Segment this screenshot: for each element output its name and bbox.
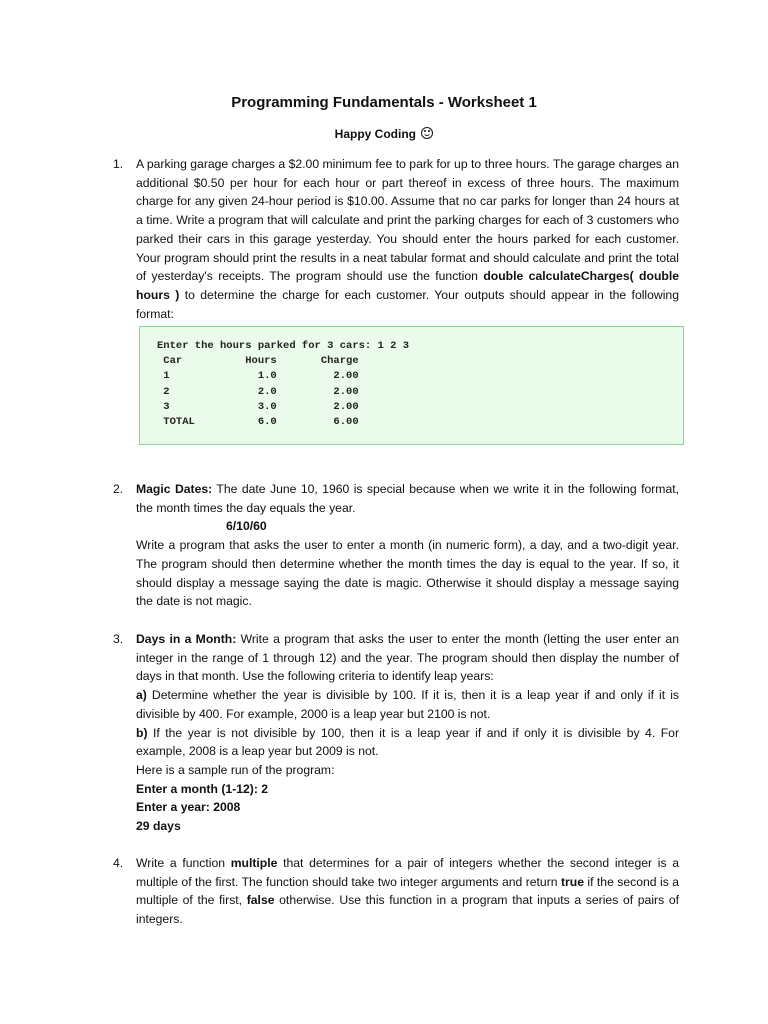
question-1: [113, 155, 679, 323]
question-text: that determines for a pair of integers whether the second integer is a multiple of the first. The function should take two integer arguments and return: [136, 856, 679, 889]
sample-output-code: Enter the hours parked for 3 cars: 1 2 3 Car Hours Charge 1 1.0 2.00 2 2.0 2.00 3 3.0 2.00 TOTAL 6.0 6.00: [157, 340, 410, 429]
question-body: [136, 854, 679, 929]
sample-output-box: [139, 326, 684, 445]
sample-run-line: 29 days: [136, 819, 181, 834]
sample-run-line: Enter a year: 2008: [136, 800, 241, 815]
subtitle-text: Happy Coding: [334, 127, 416, 141]
question-text: Write a function: [136, 856, 231, 870]
question-body: [136, 155, 679, 323]
magic-date-example: 6/10/60: [226, 519, 267, 534]
question-number: 1.: [113, 157, 124, 171]
keyword-multiple: multiple: [230, 856, 278, 870]
question-body: [136, 480, 679, 611]
question-text: to determine the charge for each customer. Your outputs should appear in the following format:: [136, 287, 679, 321]
question-text: Write a program that asks the user to enter a month (in numeric form), a day, and a two-digit year. The program should then determine whether the month times the day is equal to the year. If so, it should display a message saying the date is magic. Otherwise it should display a message saying the date is not magic.: [136, 538, 679, 609]
criteria-b-label: b): [136, 725, 148, 740]
smiley-icon: [421, 127, 433, 139]
page-title: Programming Fundamentals - Worksheet 1: [231, 94, 537, 111]
question-number: 3.: [113, 632, 124, 646]
question-text: Write a program that asks the user to enter the month (letting the user enter an integer in the range of 1 through 12) and the year. The program should then display the number of days in that month. Use the following criteria to identify leap years:: [136, 632, 679, 684]
criteria-a-text: Determine whether the year is divisible by 100. If it is, then it is a leap year if and only if it is divisible by 400. For example, 2000 is a leap year but 2100 is not.: [136, 688, 679, 721]
question-body: [136, 630, 679, 836]
question-2: [113, 480, 679, 611]
question-text: A parking garage charges a $2.00 minimum fee to park for up to three hours. The garage charges an additional $0.50 per hour for each hour or part thereof in excess of three hours. The maximum charge for any given 24-hour period is $10.00. Assume that no car parks for longer than 24 hours at a time. Write a program that will calculate and print the parking charges for each of 3 customers who parked their cars in this garage yesterday. You should enter the hours parked for each customer. Your program should print the results in a neat tabular format and should calculate and print the total of yesterday's receipts. The program should use the function: [136, 157, 679, 284]
question-number: 4.: [113, 856, 124, 870]
question-text: if the second is a multiple of the first,: [136, 874, 679, 908]
question-4: [113, 854, 679, 929]
page-subtitle: [0, 127, 768, 141]
question-text: The date June 10, 1960 is special because when we write it in the following format, the month times the day equals the year.: [136, 482, 679, 515]
keyword-false: false: [246, 893, 275, 908]
question-text: otherwise. Use this function in a program that inputs a series of pairs of integers.: [136, 893, 679, 927]
question-label: Magic Dates:: [136, 482, 213, 496]
keyword-true: true: [560, 874, 584, 889]
sample-run-line: Enter a month (1-12): 2: [136, 781, 269, 796]
criteria-b-text: If the year is not divisible by 100, then it is a leap year if and if only it is divisible by 4. For example, 2008 is a leap year but 2009 is not.: [136, 725, 679, 759]
question-label: Days in a Month:: [136, 632, 237, 646]
function-signature: double calculateCharges( double hours ): [136, 269, 679, 302]
sample-intro: Here is a sample run of the program:: [136, 762, 335, 777]
question-number: 2.: [113, 482, 124, 496]
criteria-a-label: a): [136, 688, 147, 703]
question-3: [113, 630, 679, 836]
